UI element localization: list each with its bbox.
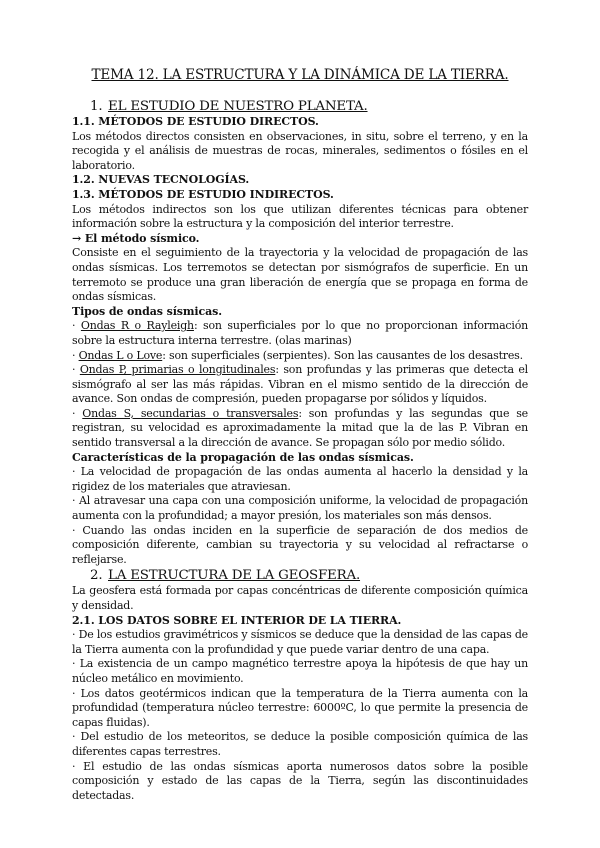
seismic-method-heading: → El método sísmico. (72, 231, 200, 245)
seismic-method-text: Consiste en el seguimiento de la trayectoria y la velocidad de propagación de las ondas sísmicas. Los terremotos se detectan por sismógrafos de superficie. En un terremoto se produce una gran liberación de energía que se propaga en forma de ondas sísmicas. (72, 246, 528, 304)
wave-name: Ondas R o Rayleigh (80, 319, 194, 333)
wave-types-heading: Tipos de ondas sísmicas. (72, 304, 222, 318)
section-1-2-heading: 1.2. NUEVAS TECNOLOGÍAS. (72, 173, 250, 187)
wave-description: : son profundas y las primeras que detecta el sismógrafo al ser las más rápidas. Vibran en el mismo sentido de la dirección de avance. Son ondas de compresión, pueden propagarse por sólidos y líquidos. (72, 363, 528, 406)
bullet: · (72, 363, 80, 377)
section-2-title: LA ESTRUCTURA DE LA GEOSFERA. (108, 568, 361, 584)
wave-description: : son profundas y las segundas que se registran, su velocidad es aproximadamente la mitad que la de las P. Vibran en sentido transversal a la dirección de avance. Se propagan sólo por medio sólido. (72, 406, 528, 450)
wave-item (72, 319, 528, 348)
section-1-title: EL ESTUDIO DE NUESTRO PLANETA. (108, 99, 368, 114)
section-1-3-heading: 1.3. MÉTODOS DE ESTUDIO INDIRECTOS. (72, 187, 334, 201)
document-title: TEMA 12. LA ESTRUCTURA Y LA DINÁMICA DE LA TIERRA. (91, 67, 509, 83)
wave-item (72, 407, 528, 451)
interior-data-item: · La existencia de un campo magnético terrestre apoya la hipótesis de que hay un núcleo metálico en movimiento. (72, 657, 528, 685)
document-page (72, 66, 528, 803)
interior-data-item: · Los datos geotérmicos indican que la temperatura de la Tierra aumenta con la profundidad (temperatura núcleo terrestre: 6000ºC, lo que permite la presencia de capas fluidas). (72, 686, 528, 729)
propagation-item: · Cuando las ondas inciden en la superficie de separación de dos medios de composición diferente, cambian su trayectoria y su velocidad al refractarse o reflejarse. (72, 523, 528, 566)
interior-data-item: · De los estudios gravimétricos y sísmicos se deduce que la densidad de las capas de la Tierra aumenta con la profundidad y que puede variar dentro de una capa. (72, 628, 528, 656)
section-1-number: 1. (90, 99, 103, 114)
section-2-1-heading: 2.1. LOS DATOS SOBRE EL INTERIOR DE LA TIERRA. (72, 613, 402, 627)
wave-item (72, 349, 528, 364)
section-1-1-heading: 1.1. MÉTODOS DE ESTUDIO DIRECTOS. (72, 115, 319, 128)
bullet: · (72, 319, 81, 333)
section-1-heading (72, 98, 528, 115)
wave-description: : son superficiales por lo que no proporcionan información sobre la estructura interna terrestre. (olas marinas) (72, 319, 529, 347)
bullet: · (72, 348, 79, 362)
bullet: · (72, 406, 83, 420)
interior-data-item: · Del estudio de los meteoritos, se deduce la posible composición química de las diferentes capas terrestres. (72, 730, 528, 758)
section-1-3-text: Los métodos indirectos son los que utilizan diferentes técnicas para obtener información sobre la estructura y la composición del interior terrestre. (72, 202, 528, 231)
section-2-number: 2. (90, 568, 103, 584)
propagation-item: · Al atravesar una capa con una composición uniforme, la velocidad de propagación aumenta con la profundidad; a mayor presión, los materiales son más densos. (72, 494, 528, 523)
wave-name: Ondas S, secundarias o transversales (82, 406, 299, 420)
section-1-1-text: Los métodos directos consisten en observaciones, in situ, sobre el terreno, y en la recogida y el análisis de muestras de rocas, minerales, sedimentos o fósiles en el laboratorio. (72, 129, 528, 172)
propagation-item: · La velocidad de propagación de las ondas aumenta al hacerlo la densidad y la rigidez de los materiales que atraviesan. (72, 465, 528, 493)
wave-name: Ondas P, primarias o longitudinales (79, 363, 276, 377)
interior-data-item: · El estudio de las ondas sísmicas aporta numerosos datos sobre la posible composición y estado de las capas de la Tierra, según las discontinuidades detectadas. (72, 759, 528, 802)
propagation-heading: Características de la propagación de las ondas sísmicas. (72, 450, 414, 464)
section-2-heading (72, 567, 528, 584)
wave-name: Ondas L o Love (78, 348, 163, 362)
section-2-intro: La geosfera está formada por capas concéntricas de diferente composición química y densidad. (72, 584, 528, 612)
wave-description: : son superficiales (serpientes). Son las causantes de los desastres. (162, 348, 523, 362)
wave-item (72, 363, 528, 407)
